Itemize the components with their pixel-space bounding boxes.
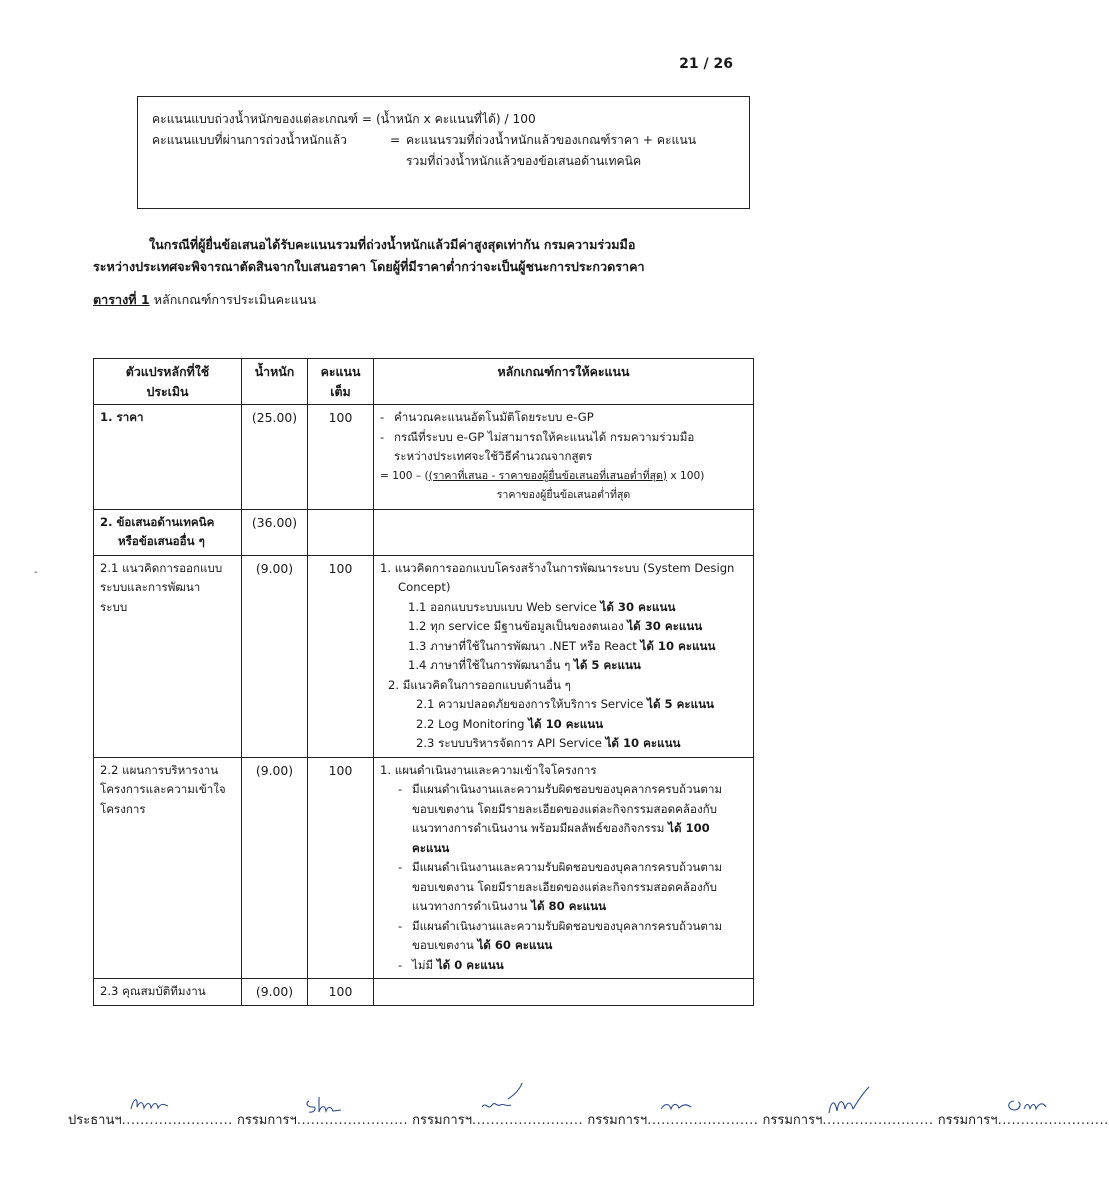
price-criterion-1-text: คำนวณคะแนนอัตโนมัติโดยระบบ e-GP — [394, 410, 594, 424]
handwritten-signature-member-2 — [478, 1093, 522, 1117]
work-plan-60-line-2-text: ขอบเขตงาน — [412, 938, 478, 952]
signature-label-member: กรรมการฯ — [762, 1113, 823, 1128]
work-plan-60-score: ได้ 60 คะแนน — [477, 938, 553, 952]
work-plan-60-line-1: มีแผนดำเนินงานและความรับผิดชอบของบุคลากรครบถ้วนตาม — [412, 918, 723, 933]
price-criterion-2 — [380, 428, 747, 467]
criterion-2-2 — [380, 715, 747, 735]
criterion-1-2-text: 1.2 ทุก service มีฐานข้อมูลเป็นของตนเอง — [408, 619, 628, 633]
row-2-3-score: 100 — [308, 979, 374, 1006]
formula-rhs-line-1: คะแนนรวมที่ถ่วงน้ำหนักแล้วของเกณฑ์ราคา + คะแนน — [406, 133, 697, 147]
signature-footer — [68, 1109, 1109, 1130]
criterion-2-3-text: 2.3 ระบบบริหารจัดการ API Service — [416, 736, 606, 750]
table-header-row — [94, 359, 754, 405]
price-formula-suffix: x 100) — [667, 469, 705, 482]
signature-chair — [68, 1109, 233, 1130]
design-concept-heading-line-1: 1. แนวคิดการออกแบบโครงสร้างในการพัฒนาระบบ (System Design — [380, 560, 735, 575]
signature-dots: ........................ — [296, 1113, 409, 1128]
header-variable — [94, 359, 242, 405]
table-caption-text: หลักเกณฑ์การประเมินคะแนน — [153, 292, 317, 307]
work-plan-criterion-100-text — [412, 780, 747, 858]
criterion-2-3 — [380, 734, 747, 754]
price-formula-numerator — [380, 467, 747, 487]
price-formula-underlined: (ราคาที่เสนอ - ราคาของผู้ยื่นข้อเสนอที่เสนอต่ำที่สุด) — [428, 469, 668, 482]
criterion-1-1 — [380, 598, 747, 618]
paragraph-line-1: ในกรณีที่ผู้ยื่นข้อเสนอได้รับคะแนนรวมที่ถ่วงน้ำหนักแล้วมีค่าสูงสุดเท่ากัน กรมความร่วมมือ — [149, 237, 636, 252]
header-criteria: หลักเกณฑ์การให้คะแนน — [374, 359, 754, 405]
header-weight: น้ำหนัก — [242, 359, 308, 405]
criterion-1-4-score: ได้ 5 คะแนน — [573, 658, 641, 672]
work-plan-criterion-0-text — [412, 956, 747, 976]
price-criterion-2-text — [394, 428, 747, 467]
price-criterion-2-line-1: กรณีที่ระบบ e-GP ไม่สามารถให้คะแนนได้ กรมความร่วมมือ — [394, 429, 695, 444]
dash-marker: - — [398, 918, 403, 933]
row-2-1-score: 100 — [308, 555, 374, 757]
handwritten-signature-member-4 — [825, 1087, 869, 1117]
criterion-1-2 — [380, 617, 747, 637]
header-variable-line-2: ประเมิน — [146, 383, 189, 399]
criterion-1-1-text: 1.1 ออกแบบระบบแบบ Web service — [408, 599, 601, 614]
work-plan-100-line-3-text: แนวทางการดำเนินงาน พร้อมมีผลลัพธ์ของกิจกรรม — [412, 821, 669, 835]
row-technical-name-line-1: 2. ข้อเสนอด้านเทคนิค — [100, 514, 215, 529]
work-plan-0-text: ไม่มี — [412, 957, 437, 972]
criterion-2-1-score: ได้ 5 คะแนน — [647, 697, 714, 711]
criterion-2-2-score: ได้ 10 คะแนน — [528, 716, 604, 731]
work-plan-60-line-2 — [412, 936, 747, 956]
formula-total-rhs — [406, 130, 735, 172]
signature-dots: ........................ — [121, 1113, 233, 1128]
signature-label-member: กรรมการฯ — [412, 1113, 473, 1128]
formula-total-lhs: คะแนนแบบที่ผ่านการถ่วงน้ำหนักแล้ว — [152, 133, 347, 147]
work-plan-80-line-1: มีแผนดำเนินงานและความรับผิดชอบของบุคลากรครบถ้วนตาม — [412, 860, 723, 874]
criterion-1-3-text: 1.3 ภาษาที่ใช้ในการพัฒนา .NET หรือ React — [408, 638, 641, 653]
header-full-score-line-1: คะแนน — [320, 364, 361, 379]
row-technical-criteria-empty — [374, 509, 754, 555]
table-row-price — [94, 405, 754, 510]
row-2-3-weight: (9.00) — [242, 979, 308, 1006]
design-concept-heading-line-2: Concept) — [398, 580, 451, 594]
signature-member-5 — [938, 1109, 1109, 1130]
row-2-3-criteria-empty — [374, 979, 754, 1006]
signature-dots: ........................ — [997, 1113, 1109, 1128]
criterion-2-2-text: 2.2 Log Monitoring — [416, 716, 529, 731]
row-technical-weight: (36.00) — [242, 509, 308, 555]
row-2-2-name-line-1: 2.2 แผนการบริหารงาน — [100, 762, 219, 777]
formula-line-weighted-score: คะแนนแบบถ่วงน้ำหนักของแต่ละเกณฑ์ = (น้ำหนัก x คะแนนที่ได้) / 100 — [152, 112, 536, 126]
work-plan-heading: 1. แผนดำเนินงานและความเข้าใจโครงการ — [380, 762, 597, 777]
row-technical-name — [94, 509, 242, 555]
work-plan-criterion-60 — [380, 917, 747, 956]
price-criterion-2-line-2: ระหว่างประเทศจะใช้วิธีคำนวณจากสูตร — [394, 449, 593, 463]
table-row-2-1 — [94, 555, 754, 757]
row-price-criteria — [374, 405, 754, 510]
row-2-1-name-line-3: ระบบ — [100, 599, 128, 614]
work-plan-0-score: ได้ 0 คะแนน — [436, 957, 504, 972]
dash-marker: - — [398, 782, 403, 796]
work-plan-criterion-0 — [380, 956, 747, 976]
criterion-1-4 — [380, 656, 747, 676]
signature-dots: ........................ — [472, 1113, 584, 1128]
row-price-score: 100 — [308, 405, 374, 510]
work-plan-criterion-80-text — [412, 858, 747, 917]
table-caption-tag: ตารางที่ 1 — [93, 292, 150, 307]
criterion-1-4-text: 1.4 ภาษาที่ใช้ในการพัฒนาอื่น ๆ — [408, 658, 574, 672]
work-plan-80-score: ได้ 80 คะแนน — [531, 899, 606, 913]
work-plan-criterion-80 — [380, 858, 747, 917]
signature-label-chair: ประธานฯ — [68, 1113, 122, 1128]
work-plan-80-line-3 — [412, 897, 747, 917]
signature-label-member: กรรมการฯ — [937, 1113, 998, 1128]
row-2-2-name-line-2: โครงการและความเข้าใจ — [100, 782, 226, 796]
criterion-1-2-score: ได้ 30 คะแนน — [627, 619, 703, 633]
row-price-weight: (25.00) — [242, 405, 308, 510]
formula-box — [137, 96, 750, 209]
price-formula-prefix: = 100 – ( — [380, 469, 429, 482]
work-plan-100-score: ได้ 100 — [668, 821, 710, 835]
formula-line-total — [152, 130, 735, 172]
row-2-2-criteria — [374, 757, 754, 979]
row-technical-name-line-2: หรือข้อเสนออื่น ๆ — [118, 534, 205, 548]
work-plan-100-score-unit: คะแนน — [412, 840, 450, 855]
row-2-1-name — [94, 555, 242, 757]
table-row-technical — [94, 509, 754, 555]
signature-member-4 — [763, 1109, 934, 1130]
row-2-1-name-line-1: 2.1 แนวคิดการออกแบบ — [100, 560, 223, 575]
work-plan-100-line-3 — [412, 819, 747, 839]
margin-mark: - — [34, 567, 38, 578]
signature-label-member: กรรมการฯ — [236, 1113, 297, 1128]
row-price-name: 1. ราคา — [94, 405, 242, 510]
dash-marker: - — [398, 860, 403, 874]
handwritten-signature-member-3 — [657, 1093, 701, 1117]
signature-member-3 — [587, 1109, 758, 1130]
row-2-1-criteria — [374, 555, 754, 757]
work-plan-100-line-1: มีแผนดำเนินงานและความรับผิดชอบของบุคลากรครบถ้วนตาม — [412, 782, 723, 796]
criterion-2-1-text: 2.1 ความปลอดภัยของการให้บริการ Service — [416, 697, 648, 711]
signature-dots: ........................ — [822, 1113, 934, 1128]
table-caption — [93, 290, 316, 310]
signature-member-1 — [237, 1109, 408, 1130]
work-plan-criterion-60-text — [412, 917, 747, 956]
criterion-2-1 — [380, 695, 747, 715]
criterion-1-3 — [380, 637, 747, 657]
page-number: 21 / 26 — [679, 56, 733, 72]
criterion-2-3-score: ได้ 10 คะแนน — [605, 736, 681, 750]
row-2-2-weight: (9.00) — [242, 757, 308, 979]
price-criterion-1 — [380, 408, 747, 428]
work-plan-criterion-100 — [380, 780, 747, 858]
other-design-heading: 2. มีแนวคิดในการออกแบบด้านอื่น ๆ — [388, 677, 571, 692]
row-2-1-weight: (9.00) — [242, 555, 308, 757]
handwritten-signature-member-1 — [303, 1093, 347, 1117]
criterion-1-3-score: ได้ 10 คะแนน — [640, 638, 716, 653]
row-2-3-name: 2.3 คุณสมบัติทีมงาน — [94, 979, 242, 1006]
row-2-2-name — [94, 757, 242, 979]
paragraph-line-2: ระหว่างประเทศจะพิจารณาตัดสินจากใบเสนอราคา โดยผู้ที่มีราคาต่ำกว่าจะเป็นผู้ชนะการประกวดราคา — [93, 258, 645, 274]
signature-member-2 — [412, 1109, 583, 1130]
header-full-score-line-2: เต็ม — [330, 383, 351, 399]
row-technical-score-empty — [308, 509, 374, 555]
dash-marker: - — [398, 957, 403, 972]
criterion-1-1-score: ได้ 30 คะแนน — [600, 599, 676, 614]
header-variable-line-1: ตัวแปรหลักที่ใช้ — [125, 364, 210, 379]
signature-dots: ........................ — [647, 1113, 759, 1128]
dash-marker: - — [380, 429, 385, 444]
formula-rhs-line-2: รวมที่ถ่วงน้ำหนักแล้วของข้อเสนอด้านเทคนิค — [406, 154, 642, 168]
table-row-2-3 — [94, 979, 754, 1006]
tie-break-paragraph — [93, 234, 753, 277]
formula-equals: = — [390, 133, 401, 147]
price-formula-denominator: ราคาของผู้ยื่นข้อเสนอต่ำที่สุด — [496, 489, 631, 501]
row-2-2-name-line-3: โครงการ — [100, 801, 146, 816]
work-plan-80-line-3-text: แนวทางการดำเนินงาน — [412, 899, 532, 913]
handwritten-signature-member-5 — [1004, 1093, 1048, 1117]
criteria-table — [93, 358, 754, 1006]
dash-marker: - — [380, 410, 385, 424]
table-row-2-2 — [94, 757, 754, 979]
work-plan-80-line-2: ขอบเขตงาน โดยมีรายละเอียดของแต่ละกิจกรรมสอดคล้องกับ — [412, 879, 717, 894]
header-full-score — [308, 359, 374, 405]
signature-label-member: กรรมการฯ — [587, 1113, 648, 1128]
row-2-2-score: 100 — [308, 757, 374, 979]
work-plan-100-line-2: ขอบเขตงาน โดยมีรายละเอียดของแต่ละกิจกรรมสอดคล้องกับ — [412, 801, 717, 816]
handwritten-signature-chair — [128, 1093, 172, 1117]
row-2-1-name-line-2: ระบบและการพัฒนา — [100, 580, 201, 594]
